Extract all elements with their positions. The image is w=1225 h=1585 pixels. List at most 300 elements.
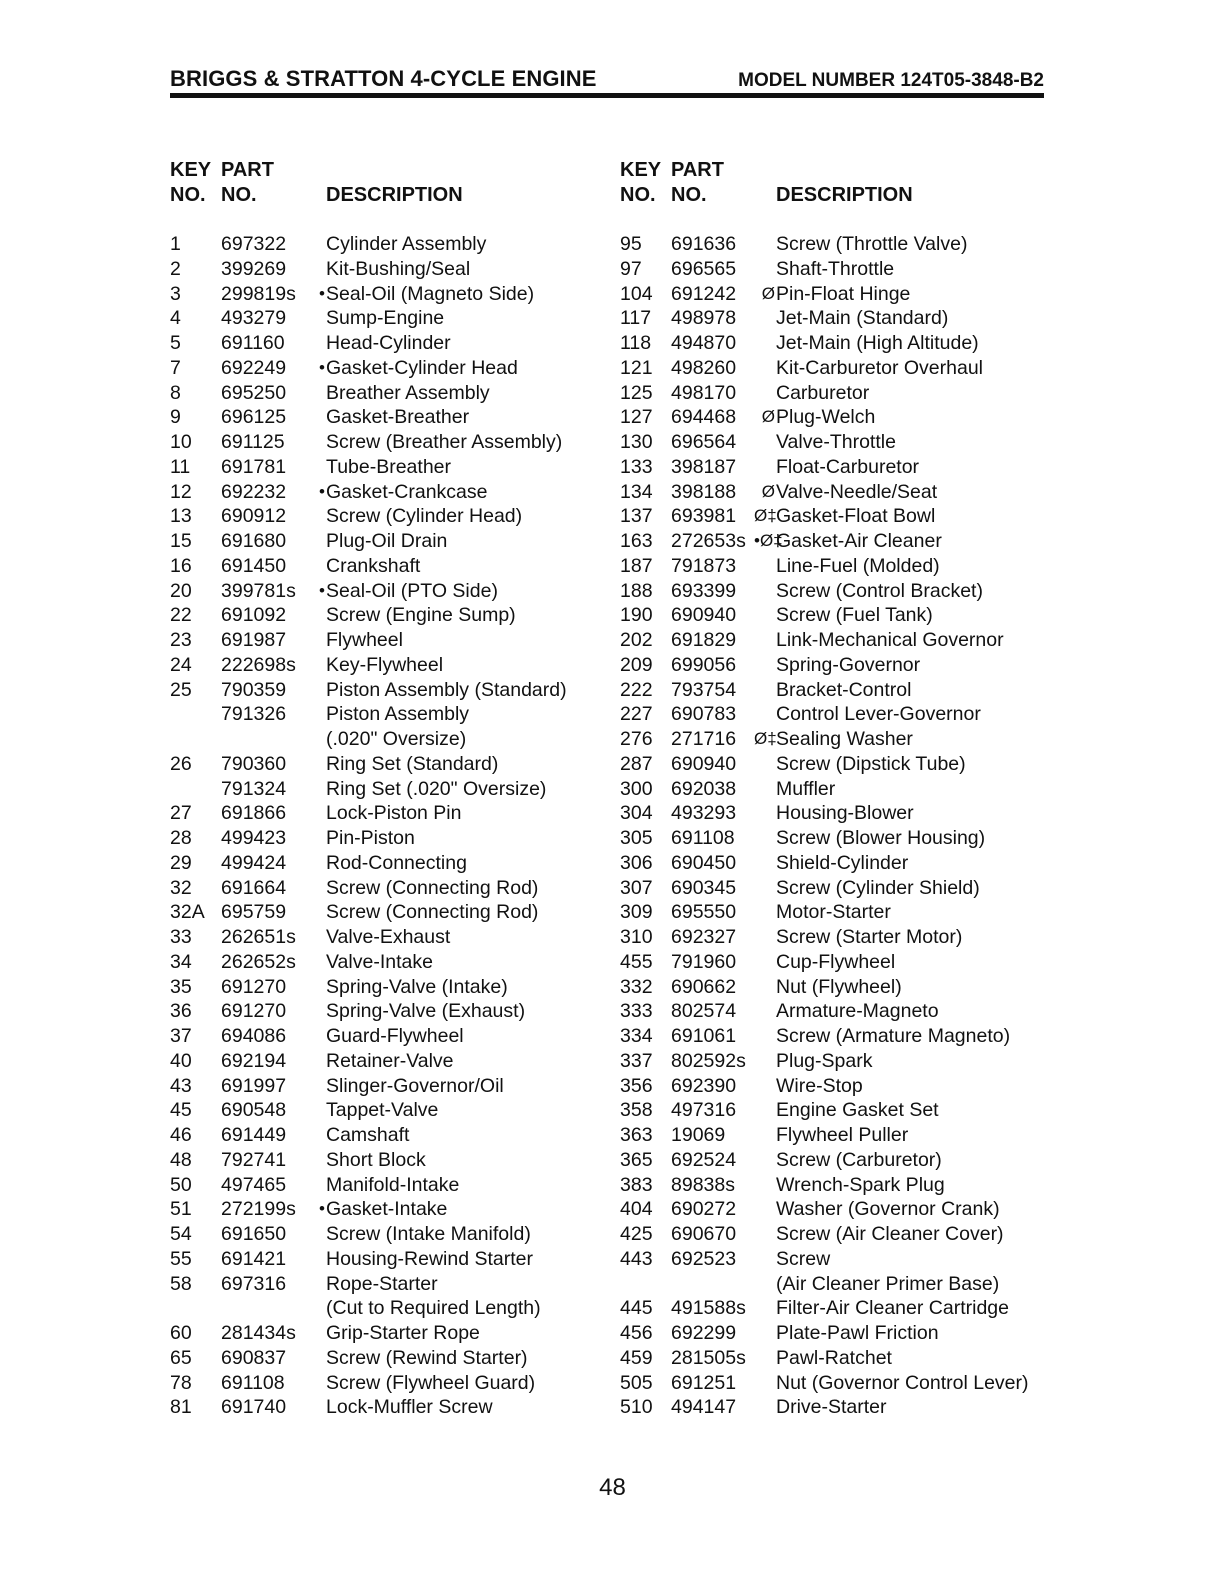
key-number: 202 [620,629,653,651]
part-marker [304,702,326,727]
key-number: 363 [620,1124,653,1146]
parts-row [620,727,1040,752]
parts-row [620,603,1040,628]
part-marker: Ø [761,283,775,303]
part-marker [754,603,776,628]
part-number: 262652s [221,950,296,973]
part-number: 792741 [221,1148,287,1171]
part-marker: • [319,481,325,501]
key-number: 130 [620,431,653,453]
part-description: Screw (Carburetor) [776,1148,942,1171]
part-marker [754,1197,776,1222]
key-no-header: KEY NO. [170,159,212,206]
part-marker: • [319,580,325,600]
parts-row [620,1371,1040,1396]
part-number: 692523 [671,1247,737,1270]
part-marker [754,579,776,604]
parts-row [620,554,1040,579]
key-number [620,1272,671,1297]
description-header: DESCRIPTION [326,184,463,206]
parts-row [620,331,1040,356]
key-number: 13 [170,505,192,528]
part-number: 692390 [671,1074,737,1097]
part-number: 790359 [221,678,287,701]
parts-row [620,1074,1040,1099]
part-marker [304,678,326,703]
part-marker: Ø [761,407,775,427]
part-description: Drive-Starter [776,1396,887,1419]
part-number: 690783 [671,703,737,726]
parts-row [170,1222,610,1247]
part-number: 690912 [221,505,287,528]
key-number: 27 [170,802,192,825]
key-number: 78 [170,1371,192,1394]
key-number: 46 [170,1124,192,1146]
key-number: 48 [170,1148,192,1171]
key-number: 358 [620,1099,653,1122]
part-marker [754,999,776,1024]
key-number: 23 [170,629,192,651]
key-number: 209 [620,653,653,676]
key-number: 445 [620,1297,653,1320]
part-marker [304,826,326,851]
part-marker [754,1074,776,1099]
part-description: Screw [776,1247,831,1270]
part-marker: • [319,357,325,377]
part-description: Screw (Dipstick Tube) [776,752,966,775]
key-number: 510 [620,1396,653,1419]
part-number: 691866 [221,802,287,825]
part-marker [304,1395,326,1420]
part-marker [754,950,776,975]
parts-row [620,653,1040,678]
part-number: 696125 [221,406,287,429]
key-number: 7 [170,356,181,379]
part-number: 690670 [671,1223,737,1245]
part-marker [304,232,326,257]
part-marker [754,876,776,901]
model-number: MODEL NUMBER 124T05-3848-B2 [738,70,1044,91]
part-marker [754,430,776,455]
part-marker [304,504,326,529]
part-description: (.020" Oversize) [326,728,467,750]
part-number: 696564 [671,431,737,453]
part-marker [304,381,326,406]
part-description: Pin-Piston [326,827,415,849]
part-marker: Ø [761,481,775,501]
parts-row [170,579,610,604]
part-marker: Ø‡ [754,729,777,748]
part-description: Shaft-Throttle [776,257,895,280]
parts-row [170,504,610,529]
key-number: 305 [620,827,653,849]
parts-row [170,282,610,307]
part-number: 699056 [671,653,737,676]
part-marker [754,777,776,802]
part-number: 691781 [221,455,287,478]
key-number [170,702,221,727]
key-number: 334 [620,1025,653,1047]
part-number: 499424 [221,851,287,874]
part-marker [754,702,776,727]
parts-list-right [620,232,1040,1420]
part-description: Spring-Governor [776,653,921,676]
key-number: 104 [620,282,653,305]
document-title: BRIGGS & STRATTON 4-CYCLE ENGINE [170,66,597,91]
part-marker [304,851,326,876]
key-number: 190 [620,604,653,627]
key-number: 227 [620,703,653,726]
part-number: 690548 [221,1099,287,1122]
part-description: Manifold-Intake [326,1173,460,1196]
part-number: 299819s [221,282,296,305]
key-number: 9 [170,406,181,429]
parts-row [620,529,1040,554]
key-number: 337 [620,1049,653,1072]
part-description: Short Block [326,1148,426,1171]
part-description: Plug-Welch [776,406,876,429]
parts-row [620,1098,1040,1123]
part-description: Camshaft [326,1124,410,1146]
part-description: Screw (Control Bracket) [776,579,983,602]
key-number: 222 [620,678,653,701]
part-number: 398188 [671,480,737,503]
part-description: Sump-Engine [326,307,445,330]
part-number: 690837 [221,1346,287,1369]
part-number: 802574 [671,1000,737,1023]
parts-row [170,1247,610,1272]
part-number: 693399 [671,579,737,602]
key-number: 12 [170,480,192,503]
key-number: 383 [620,1173,653,1196]
part-marker [304,628,326,653]
part-marker [304,405,326,430]
key-number: 310 [620,926,653,948]
part-marker [304,1321,326,1346]
parts-row [170,1148,610,1173]
column-header [620,158,1040,208]
parts-row [620,702,1040,727]
key-number: 3 [170,282,181,305]
parts-row [170,232,610,257]
key-number: 187 [620,554,653,577]
key-number: 304 [620,802,653,825]
key-number: 16 [170,554,192,577]
key-number: 58 [170,1272,192,1295]
part-marker [304,1049,326,1074]
part-description: Screw (Flywheel Guard) [326,1371,536,1394]
part-marker: • [319,283,325,303]
part-number: 692038 [671,777,737,800]
part-marker [304,975,326,1000]
part-marker [754,1395,776,1420]
part-number: 692194 [221,1049,287,1072]
part-description: Link-Mechanical Governor [776,629,1004,651]
part-marker [304,752,326,777]
part-number: 89838s [671,1173,735,1196]
part-description: Screw (Armature Magneto) [776,1025,1011,1047]
parts-row [170,356,610,381]
key-number: 60 [170,1322,192,1344]
parts-row [170,975,610,1000]
key-number [170,777,221,802]
part-number: 491588s [671,1297,746,1320]
part-marker [754,1173,776,1198]
part-marker [304,306,326,331]
part-description: (Air Cleaner Primer Base) [776,1272,1000,1295]
part-number: 691740 [221,1396,287,1419]
part-description: Plate-Pawl Friction [776,1322,939,1344]
part-number: 691421 [221,1247,287,1270]
parts-row [620,1049,1040,1074]
parts-row [620,876,1040,901]
parts-row [620,430,1040,455]
part-number: 272653s [671,530,746,552]
key-number: 117 [620,307,652,330]
parts-row [620,1197,1040,1222]
part-description: Jet-Main (High Altitude) [776,332,979,354]
part-number: 691636 [671,233,737,255]
parts-row [620,282,1040,307]
part-marker [304,999,326,1024]
part-number: 691270 [221,975,287,998]
part-number: 790360 [221,752,287,775]
part-marker [304,653,326,678]
part-number: 399269 [221,257,287,280]
part-marker [754,554,776,579]
key-number: 125 [620,381,653,404]
part-number: 791324 [221,777,287,800]
key-number: 307 [620,876,653,899]
part-description: Pawl-Ratchet [776,1346,892,1369]
parts-row [620,579,1040,604]
part-number [221,1296,304,1321]
part-number: 498170 [671,381,737,404]
key-number: 55 [170,1247,192,1270]
parts-row [170,900,610,925]
part-number: 692299 [671,1322,737,1344]
parts-row [620,1247,1040,1272]
key-number: 22 [170,604,192,627]
parts-row [170,1296,610,1321]
part-description: Gasket-Intake [326,1198,448,1221]
part-marker [754,851,776,876]
part-number: 692524 [671,1148,737,1171]
parts-row [620,925,1040,950]
part-description: Ring Set (.020" Oversize) [326,777,547,800]
part-description: Gasket-Breather [326,406,470,429]
parts-row [170,1395,610,1420]
part-marker [754,752,776,777]
part-marker [754,1024,776,1049]
part-description: Housing-Rewind Starter [326,1247,534,1270]
part-marker [754,356,776,381]
part-description: Screw (Intake Manifold) [326,1223,531,1245]
key-number: 300 [620,777,653,800]
part-number: 399781s [221,579,296,602]
part-marker [754,678,776,703]
parts-row [170,826,610,851]
page-header [170,66,1044,98]
part-description: Wire-Stop [776,1074,863,1097]
parts-row [620,975,1040,1000]
key-number: 287 [620,752,653,775]
parts-row [620,1173,1040,1198]
part-marker [754,900,776,925]
part-marker [304,455,326,480]
part-marker [304,1173,326,1198]
part-marker [754,1049,776,1074]
parts-row [620,678,1040,703]
key-no-header: KEY NO. [620,159,662,206]
column-header [170,158,610,208]
part-number: 691997 [221,1074,287,1097]
part-description: Housing-Blower [776,802,914,825]
parts-row [170,851,610,876]
part-description: (Cut to Required Length) [326,1297,541,1320]
key-number: 133 [620,455,653,478]
key-number: 97 [620,257,642,280]
part-description: Wrench-Spark Plug [776,1173,945,1196]
key-number: 35 [170,975,192,998]
part-marker [754,826,776,851]
key-number: 26 [170,752,192,775]
part-marker [754,628,776,653]
part-number: 19069 [671,1124,726,1146]
part-description: Flywheel [326,629,403,651]
part-number: 791326 [221,703,287,726]
parts-row [170,257,610,282]
key-number: 127 [620,406,653,429]
part-number: 691650 [221,1223,287,1245]
part-marker [754,1296,776,1321]
part-description: Piston Assembly (Standard) [326,678,567,701]
part-marker [304,1247,326,1272]
key-number: 276 [620,728,653,750]
part-description: Line-Fuel (Molded) [776,554,940,577]
part-description: Screw (Cylinder Head) [326,505,523,528]
parts-row [620,1272,1040,1297]
key-number: 15 [170,530,192,552]
key-number: 309 [620,901,653,924]
key-number: 54 [170,1223,192,1245]
part-number: 694086 [221,1025,287,1047]
key-number: 332 [620,975,653,998]
part-marker [754,306,776,331]
part-marker [754,975,776,1000]
key-number: 32 [170,876,192,899]
part-number: 691680 [221,530,287,552]
parts-row [620,628,1040,653]
parts-row [620,356,1040,381]
part-marker [304,1272,326,1297]
part-number: 791873 [671,554,737,577]
parts-row [170,628,610,653]
key-number: 2 [170,257,181,280]
part-marker [304,950,326,975]
part-number: 690345 [671,876,737,899]
key-number: 459 [620,1346,653,1369]
parts-row [620,826,1040,851]
part-description: Muffler [776,777,836,800]
part-number: 691160 [221,332,285,354]
part-number: 802592s [671,1049,746,1072]
part-description: Rod-Connecting [326,851,467,874]
part-description: Crankshaft [326,554,421,577]
part-number: 272199s [221,1198,296,1221]
key-number: 36 [170,1000,192,1023]
part-marker [304,876,326,901]
part-marker [754,1247,776,1272]
key-number: 43 [170,1074,192,1097]
part-number: 690940 [671,752,737,775]
part-marker [754,1148,776,1173]
parts-row [170,455,610,480]
parts-row [170,554,610,579]
part-marker [304,801,326,826]
part-number: 493293 [671,802,737,825]
part-number: 791960 [671,950,737,973]
part-description: Cup-Flywheel [776,950,896,973]
parts-row [170,1049,610,1074]
key-number: 118 [620,332,652,354]
key-number: 33 [170,926,192,948]
key-number: 137 [620,505,653,528]
part-description: Rope-Starter [326,1272,438,1295]
parts-row [620,232,1040,257]
parts-row [170,925,610,950]
key-number: 365 [620,1148,653,1171]
part-description: Screw (Air Cleaner Cover) [776,1223,1004,1245]
parts-row [170,653,610,678]
key-number: 34 [170,950,192,973]
part-description: Tappet-Valve [326,1099,439,1122]
part-description: Nut (Flywheel) [776,975,902,998]
part-description: Gasket-Float Bowl [776,505,936,528]
parts-row [620,257,1040,282]
part-description: Plug-Oil Drain [326,530,448,552]
parts-row [620,1148,1040,1173]
parts-row [170,1346,610,1371]
part-number: 398187 [671,455,737,478]
part-description: Screw (Connecting Rod) [326,901,539,924]
part-description: Screw (Connecting Rod) [326,876,539,899]
part-marker [304,331,326,356]
part-description: Kit-Carburetor Overhaul [776,356,983,379]
parts-row [620,752,1040,777]
parts-column-right [620,158,1040,1420]
part-number: 494870 [671,332,737,354]
part-description: Seal-Oil (Magneto Side) [326,282,535,305]
parts-row [170,727,610,752]
parts-row [620,306,1040,331]
key-number: 404 [620,1198,653,1221]
part-description: Spring-Valve (Exhaust) [326,1000,526,1023]
part-number: 692249 [221,356,287,379]
parts-row [170,1321,610,1346]
key-number: 8 [170,381,181,404]
part-marker [754,1272,776,1297]
part-number: 498260 [671,356,737,379]
part-description: Flywheel Puller [776,1124,909,1146]
part-marker [754,1222,776,1247]
key-number: 40 [170,1049,192,1072]
parts-row [620,777,1040,802]
key-number: 5 [170,332,181,354]
part-number: 499423 [221,827,287,849]
key-number: 134 [620,480,653,503]
part-number: 271716 [671,728,737,750]
